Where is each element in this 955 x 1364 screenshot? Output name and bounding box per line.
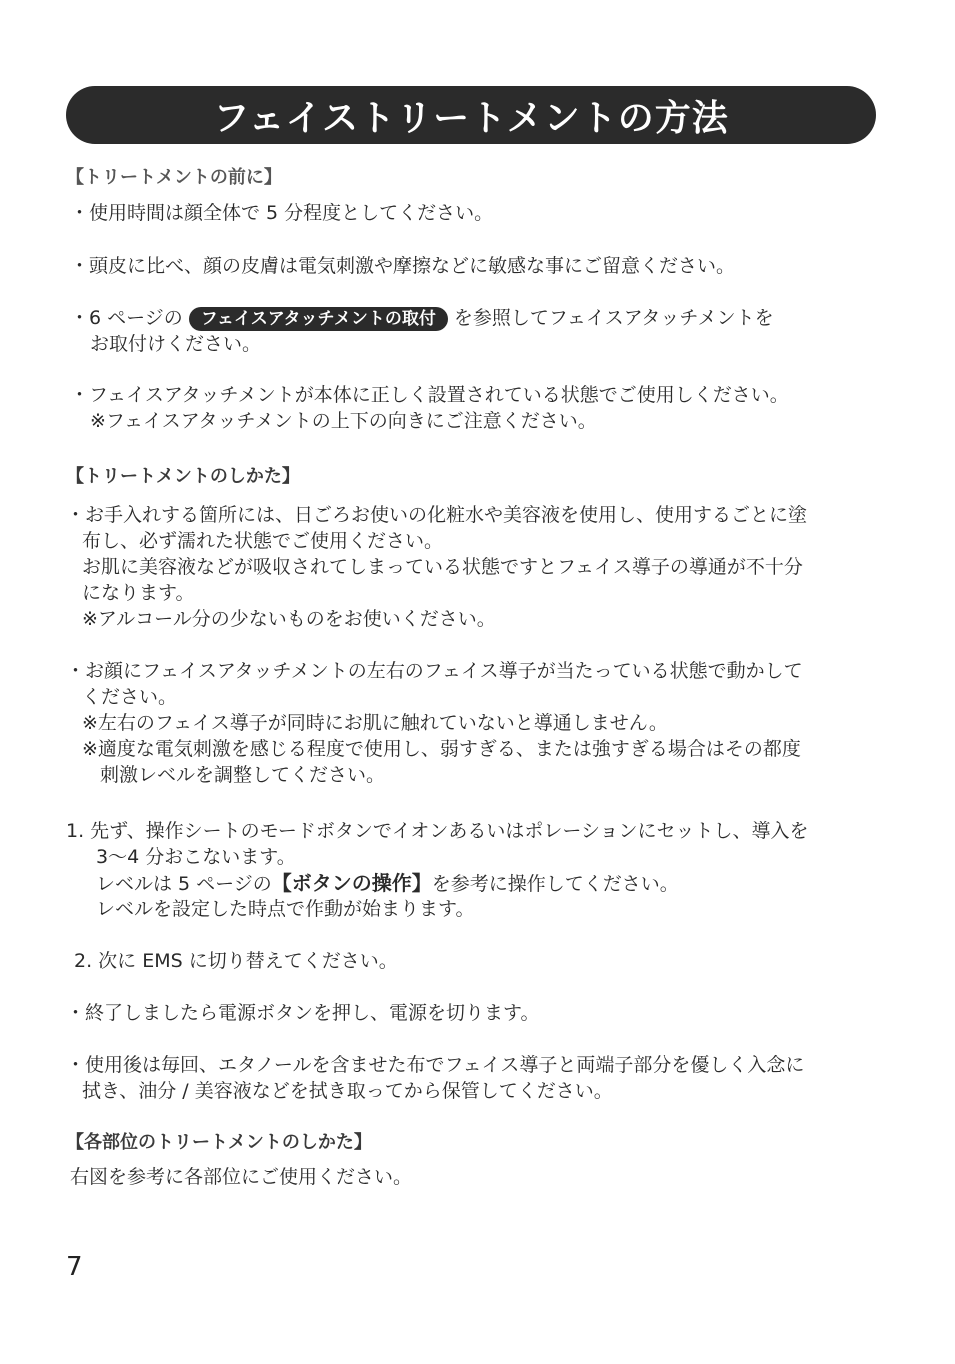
bullet-apply-lotion: ・お手入れする箇所には、日ごろお使いの化粧水や美容液を使用し、使用するごとに塗 <box>66 504 808 526</box>
page-title: フェイストリートメントの方法 <box>213 97 729 139</box>
bullet-apply-lotion-line4: になります。 <box>82 582 195 604</box>
bullet-attach-correctly: ・フェイスアタッチメントが本体に正しく設置されている状態でご使用しください。 <box>70 384 789 406</box>
step-1-line4: レベルを設定した時点で作動が始まります。 <box>96 898 475 920</box>
bullet-apply-lotion-line2: 布し、必ず濡れた状態でご使用ください。 <box>82 530 444 552</box>
step-1: 1. 先ず、操作シートのモードボタンでイオンあるいはポレーションにセットし、導入を <box>66 820 809 842</box>
attach-reference-pill: フェイスアタッチメントの取付 <box>189 307 448 331</box>
bullet-attach-post: を参照してフェイスアタッチメントを <box>453 307 774 329</box>
step-2: 2. 次に EMS に切り替えてください。 <box>74 950 398 972</box>
bullet-move-attachment: ・お顔にフェイスアタッチメントの左右のフェイス導子が当たっている状態で動かして <box>66 660 803 682</box>
button-operation-reference: 【ボタンの操作】 <box>271 871 432 895</box>
note-adjust-level-line2: 刺激レベルを調整してください。 <box>100 764 386 786</box>
step-1-line2: 3～4 分おこないます。 <box>96 846 296 868</box>
bullet-move-attachment-line2: ください。 <box>82 686 178 708</box>
bullet-cleaning-line2: 拭き、油分 / 美容液などを拭き取ってから保管してください。 <box>82 1080 613 1102</box>
section-heading-before: 【トリートメントの前に】 <box>66 167 282 188</box>
note-low-alcohol: ※アルコール分の少ないものをお使いください。 <box>82 608 496 630</box>
step-1-line3 <box>96 870 679 897</box>
note-attach-orientation: ※フェイスアタッチメントの上下の向きにご注意ください。 <box>90 410 597 432</box>
step-1-line3-pre: レベルは 5 ページの <box>96 873 272 895</box>
page-number: 7 <box>66 1252 83 1282</box>
parts-instruction: 右図を参考に各部位にご使用ください。 <box>70 1166 413 1188</box>
note-adjust-level: ※適度な電気刺激を感じる程度で使用し、弱すぎる、または強すぎる場合はその都度 <box>82 738 801 760</box>
page-title-banner <box>66 86 876 144</box>
section-heading-parts: 【各部位のトリートメントのしかた】 <box>66 1132 372 1153</box>
bullet-power-off: ・終了しましたら電源ボタンを押し、電源を切ります。 <box>66 1002 540 1024</box>
bullet-skin-sensitivity: ・頭皮に比べ、顔の皮膚は電気刺激や摩擦などに敏感な事にご留意ください。 <box>70 255 736 277</box>
bullet-attach-line2: お取付けください。 <box>90 333 262 355</box>
bullet-apply-lotion-line3: お肌に美容液などが吸収されてしまっている状態ですとフェイス導子の導通が不十分 <box>82 556 803 578</box>
step-1-line3-post: を参考に操作してください。 <box>431 873 679 895</box>
bullet-usage-time: ・使用時間は顔全体で 5 分程度としてください。 <box>70 202 494 224</box>
note-contact-both: ※左右のフェイス導子が同時にお肌に触れていないと導通しません。 <box>82 712 668 734</box>
bullet-attach-reference <box>70 305 774 331</box>
bullet-cleaning: ・使用後は毎回、エタノールを含ませた布でフェイス導子と両端子部分を優しく入念に <box>66 1054 805 1076</box>
bullet-attach-pre: ・6 ページの <box>70 307 183 329</box>
section-heading-how: 【トリートメントのしかた】 <box>66 466 300 487</box>
